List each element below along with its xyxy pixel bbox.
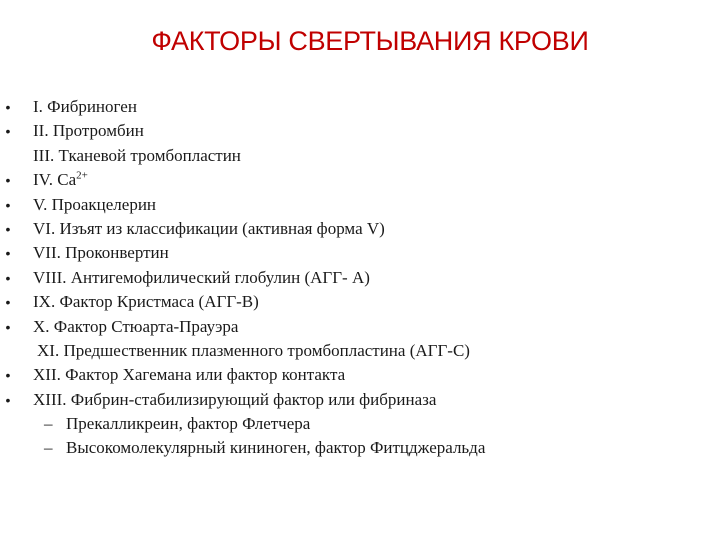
bullet-icon: • xyxy=(5,391,11,408)
sub-list-item-text: Прекалликреин, фактор Флетчера xyxy=(66,414,311,434)
list-item xyxy=(0,144,720,168)
list-item xyxy=(0,168,720,192)
list-item xyxy=(0,363,720,387)
factor-list xyxy=(0,95,720,461)
bullet-icon: • xyxy=(5,367,11,384)
dash-icon: – xyxy=(44,414,53,434)
dash-icon: – xyxy=(44,438,53,458)
superscript: 2+ xyxy=(76,169,88,182)
bullet-icon: • xyxy=(5,318,11,335)
list-item xyxy=(0,315,720,339)
bullet-icon: • xyxy=(5,220,11,237)
list-item-text: IV. Ca xyxy=(33,170,77,190)
bullet-icon: • xyxy=(5,123,11,140)
list-item xyxy=(0,119,720,143)
list-item xyxy=(0,193,720,217)
list-item-text: VIII. Антигемофилический глобулин (АГГ- А) xyxy=(33,267,370,287)
bullet-icon: • xyxy=(5,196,11,213)
bullet-icon: • xyxy=(5,172,11,189)
list-item xyxy=(0,95,720,119)
list-item-text-wrap xyxy=(33,168,88,192)
bullet-icon: • xyxy=(5,99,11,115)
list-item-text: XIII. Фибрин-стабилизирующий фактор или фибриназа xyxy=(33,389,437,409)
list-item xyxy=(0,388,720,412)
list-item-text: XII. Фактор Хагемана или фактор контакта xyxy=(33,365,346,385)
sub-list-item xyxy=(0,436,720,460)
list-item xyxy=(0,217,720,241)
list-item-text: II. Протромбин xyxy=(33,121,144,141)
sub-list-item-text: Высокомолекулярный кининоген, фактор Фитцджеральда xyxy=(66,438,486,458)
list-item xyxy=(0,290,720,314)
list-item-text: III. Тканевой тромбопластин xyxy=(33,145,241,165)
list-item-text: VII. Проконвертин xyxy=(33,243,169,263)
list-item-text: X. Фактор Стюарта-Прауэра xyxy=(33,316,239,336)
list-item xyxy=(0,266,720,290)
list-item xyxy=(0,241,720,265)
bullet-icon: • xyxy=(5,269,11,286)
list-item-text: XI. Предшественник плазменного тромбопластина (АГГ-С) xyxy=(37,340,470,360)
sub-list-item xyxy=(0,412,720,436)
bullet-icon: • xyxy=(5,245,11,262)
list-item-text: I. Фибриноген xyxy=(33,97,137,116)
bullet-icon: • xyxy=(5,294,11,311)
list-item-text: V. Проакцелерин xyxy=(33,194,157,214)
list-item xyxy=(0,339,720,363)
slide-title: ФАКТОРЫ СВЕРТЫВАНИЯ КРОВИ xyxy=(151,26,589,56)
list-item-text: VI. Изъят из классификации (активная форма V) xyxy=(33,218,385,238)
list-item-text: IX. Фактор Кристмаса (АГГ-В) xyxy=(33,292,259,312)
